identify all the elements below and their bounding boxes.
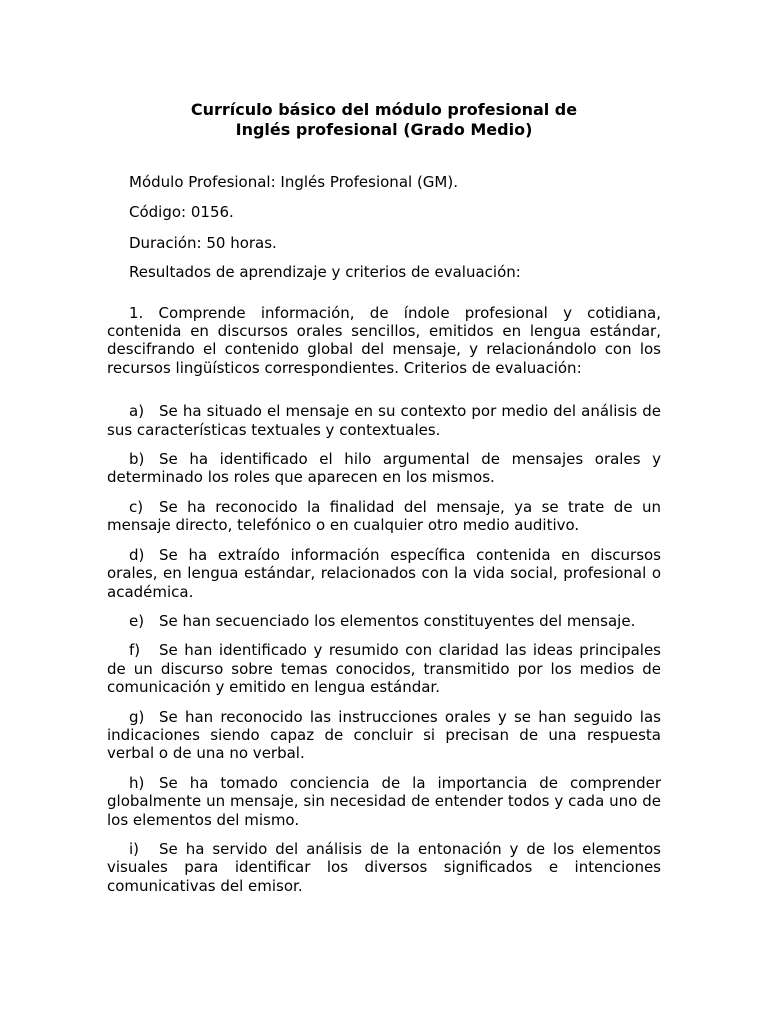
document-page: [107, 100, 661, 906]
criterion-letter: e): [129, 611, 145, 630]
criterion-item: [107, 450, 661, 487]
criterion-text: Se han secuenciado los elementos constituyentes del mensaje.: [159, 611, 636, 630]
criterion-text: Se ha servido del análisis de la entonación y de los elementos visuales para identificar los diversos significados e intenciones comunicativas del emisor.: [107, 839, 661, 895]
criterion-text: Se ha reconocido la finalidad del mensaje, ya se trate de un mensaje directo, telefónico o en cualquier otro medio auditivo.: [107, 497, 661, 535]
criterion-letter: h): [129, 773, 145, 792]
criterion-text: Se han identificado y resumido con claridad las ideas principales de un discurso sobre temas conocidos, transmitido por los medios de comunicación y emitido en lengua estándar.: [107, 641, 661, 697]
criteria-list: [107, 402, 661, 895]
title-line-1: Currículo básico del módulo profesional de: [190, 100, 578, 119]
criterion-item: [107, 708, 661, 763]
criterion-letter: f): [129, 641, 141, 660]
code-line: Código: 0156.: [129, 203, 234, 222]
criterion-text: Se ha situado el mensaje en su contexto por medio del análisis de sus características textuales y contextuales.: [107, 402, 661, 439]
criterion-letter: a): [129, 402, 145, 421]
criterion-letter: c): [129, 497, 144, 516]
module-line: Módulo Profesional: Inglés Profesional (GM).: [129, 173, 458, 191]
criterion-item: [107, 402, 661, 439]
criterion-letter: b): [129, 450, 145, 469]
criterion-item: [107, 498, 661, 535]
document-title: [107, 100, 661, 140]
criterion-item: [107, 612, 661, 630]
criterion-item: [107, 840, 661, 895]
criterion-letter: d): [129, 545, 145, 564]
criterion-text: Se han reconocido las instrucciones orales y se han seguido las indicaciones siendo capaz de concluir si precisan de una respuesta verbal o de una no verbal.: [107, 707, 661, 763]
criterion-letter: i): [129, 839, 140, 858]
criterion-text: Se ha identificado el hilo argumental de mensajes orales y determinado los roles que aparecen en los mismos.: [107, 450, 661, 487]
criterion-item: [107, 774, 661, 829]
title-line-2: Inglés profesional (Grado Medio): [235, 120, 533, 139]
duration-line: Duración: 50 horas.: [129, 233, 277, 252]
criterion-text: Se ha extraído información específica contenida en discursos orales, en lengua estándar, relacionados con la vida social, profesional o académica.: [107, 545, 661, 601]
criterion-item: [107, 546, 661, 601]
criterion-text: Se ha tomado conciencia de la importancia de comprender globalmente un mensaje, sin necesidad de entender todos y cada uno de los elementos del mismo.: [107, 773, 661, 829]
learning-outcome-1: 1. Comprende información, de índole profesional y cotidiana, contenida en discursos orales sencillos, emitidos en lengua estándar, descifrando el contenido global del mensaje, y relacionándolo con los recursos lingüísticos correspondientes. Criterios de evaluación:: [107, 303, 661, 377]
criterion-item: [107, 641, 661, 696]
criterion-letter: g): [129, 707, 145, 726]
results-heading: Resultados de aprendizaje y criterios de evaluación:: [129, 263, 521, 282]
